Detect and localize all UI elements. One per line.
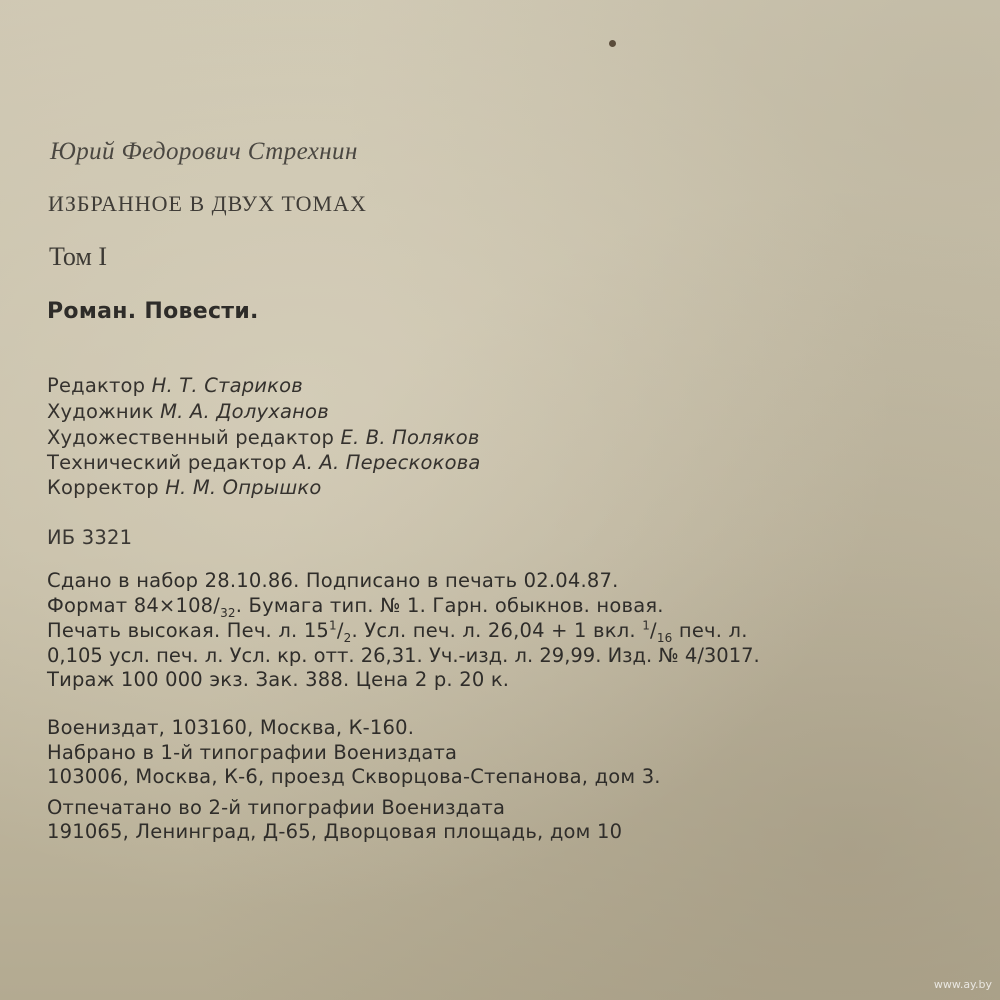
credit-role: Художник	[47, 400, 154, 423]
imprint-line: 103006, Москва, К-6, проезд Скворцова-Степанова, дом 3.	[47, 765, 661, 788]
credit-person: Е. В. Поляков	[340, 426, 480, 449]
credit-person: М. А. Долуханов	[160, 400, 329, 423]
spec-line: Формат $84\times 108/_{32}$. Бумага тип. № 1. Гарн. обыкнов. новая.	[47, 594, 664, 620]
genre-line: Роман. Повести.	[47, 299, 259, 324]
work-title: ИЗБРАННОЕ В ДВУХ ТОМАХ	[48, 191, 367, 216]
imprint-line: Воениздат, 103160, Москва, К-160.	[47, 716, 415, 739]
credit-tech-editor	[47, 451, 481, 474]
credit-editor	[47, 374, 303, 397]
credit-art-editor	[47, 426, 480, 449]
credit-role: Художественный редактор	[47, 426, 335, 449]
spec-line: 0,105 усл. печ. л. Усл. кр. отт. 26,31. Уч.-изд. л. 29,99. Изд. № 4/3017.	[47, 644, 760, 667]
spec-line: Тираж 100 000 экз. Зак. 388. Цена 2 р. 20 к.	[47, 668, 510, 691]
credit-person: Н. М. Опрышко	[165, 476, 322, 499]
spec-line: Сдано в набор 28.10.86. Подписано в печать 02.04.87.	[47, 569, 619, 592]
credit-role: Технический редактор	[47, 451, 287, 474]
spec-line: Печать высокая. Печ. л. $15^1/_2$. Усл. печ. л. 26,04 + 1 вкл. $^1/_{16}$ печ. л.	[47, 618, 748, 645]
author-name: Юрий Федорович Стрехнин	[50, 138, 358, 165]
ib-number: ИБ 3321	[47, 526, 133, 549]
credit-person: А. А. Перескокова	[293, 451, 481, 474]
credit-role: Редактор	[47, 374, 146, 397]
imprint-line: 191065, Ленинград, Д-65, Дворцовая площадь, дом 10	[47, 820, 623, 843]
volume-label: Том I	[49, 242, 108, 271]
imprint-line: Отпечатано во 2-й типографии Воениздата	[47, 796, 506, 819]
watermark: www.ay.by	[933, 978, 992, 991]
imprint-line: Набрано в 1-й типографии Воениздата	[47, 741, 458, 764]
credit-person: Н. Т. Стариков	[151, 374, 303, 397]
ink-speck	[609, 40, 616, 47]
credit-role: Корректор	[47, 476, 159, 499]
credit-artist	[47, 400, 329, 423]
credit-proofreader	[47, 476, 322, 499]
